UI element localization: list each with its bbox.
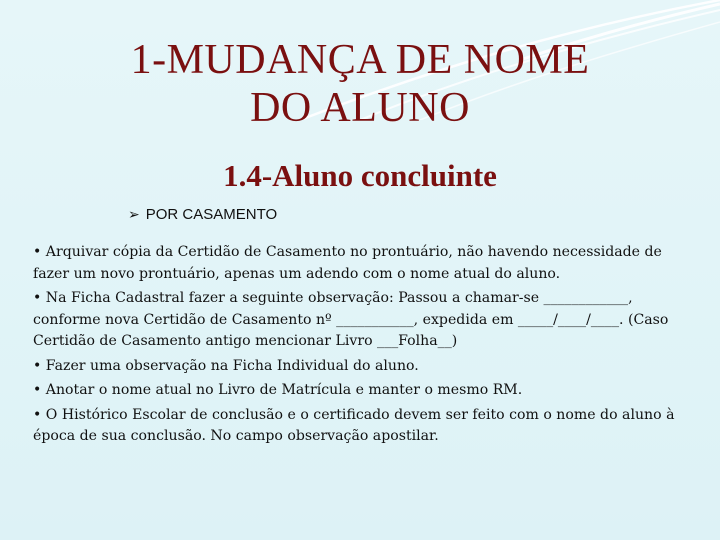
title-line-2: DO ALUNO (250, 85, 470, 131)
paragraph-1: • Arquivar cópia da Certidão de Casamento no prontuário, não havendo necessidade de fazer um novo prontuário, apenas um adendo com o nome atual do aluno. (33, 244, 662, 282)
paragraph-3: • Fazer uma observação na Ficha Individual do aluno. (33, 357, 419, 374)
paragraph-2: • Na Ficha Cadastral fazer a seguinte observação: Passou a chamar-se ____________, conforme nova Certidão de Casamento nº ___________, expedida em _____/____/____. (Caso Certidão de Casamento antigo mencionar Livro ___Folha__) (33, 290, 669, 349)
section-heading-label: POR CASAMENTO (145, 206, 278, 223)
slide-subtitle: 1.4-Aluno concluinte (223, 158, 497, 193)
paragraph-4: • Anotar o nome atual no Livro de Matrícula e manter o mesmo RM. (33, 382, 523, 398)
section-heading (128, 206, 277, 223)
title-line-1: 1-MUDANÇA DE NOME (130, 37, 590, 83)
paragraph-5: • O Histórico Escolar de conclusão e o certificado devem ser feito com o nome do aluno à época de sua conclusão. No campo observação apostilar. (33, 406, 675, 444)
slide-title (0, 36, 720, 132)
arrow-bullet-icon: ➢ (128, 206, 140, 222)
body-text (33, 242, 693, 451)
